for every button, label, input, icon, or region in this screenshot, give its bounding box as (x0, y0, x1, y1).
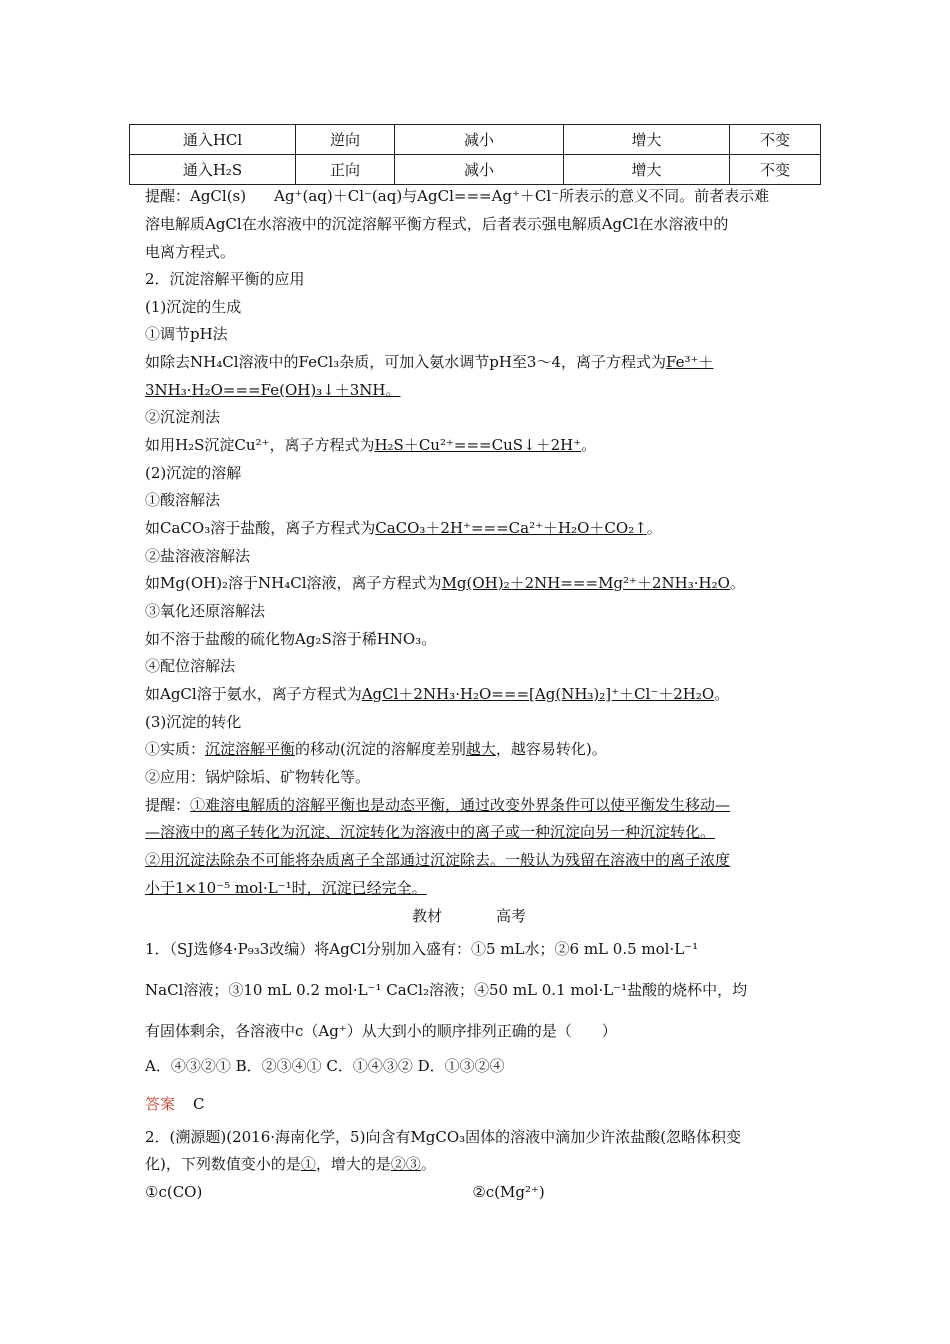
text-line: ①酸溶解法 (145, 491, 221, 509)
answer-blank: ① (300, 1155, 316, 1173)
question-line: 2．(溯源题)(2016·海南化学，5)向含有MgCO₃固体的溶液中滴加少许浓盐酸(忽略体积变 (145, 1128, 742, 1146)
text-line (145, 680, 815, 708)
text-span: 如除去NH₄Cl溶液中的FeCl₃杂质，可加入氨水调节pH至3～4，离子方程式为 (145, 353, 667, 371)
text-line: ②盐溶液溶解法 (145, 547, 251, 565)
question-options: A．④③②① B．②③④① C．①④③② D．①③②④ (145, 1057, 505, 1075)
text-span: 。 (714, 685, 730, 703)
text-span: 教材 (412, 907, 443, 925)
text-line: ④配位溶解法 (145, 657, 236, 675)
table-cell: 通入H₂S (130, 155, 296, 185)
text-line (145, 514, 815, 542)
text-line (145, 348, 815, 376)
text-span: Ag⁺(aq)＋Cl⁻(aq)与AgCl===Ag⁺＋Cl⁻所表示的意义不同。前者表示难 (274, 187, 770, 205)
text-span: 提醒： (145, 796, 191, 814)
answer-blank: H₂S＋Cu²⁺===CuS↓＋2H⁺ (374, 436, 582, 454)
subsection-heading: (1)沉淀的生成 (145, 298, 242, 316)
table-cell: 减小 (395, 155, 564, 185)
text-line (145, 791, 815, 819)
answer-blank: ①难溶电解质的溶解平衡也是动态平衡，通过改变外界条件可以使平衡发生移动— (190, 796, 731, 814)
text-span: 。 (646, 519, 662, 537)
text-span: 的移动(沉淀的溶解度差别 (295, 740, 466, 758)
table-cell: 不变 (730, 125, 821, 155)
text-line: 溶电解质AgCl在水溶液中的沉淀溶解平衡方程式，后者表示强电解质AgCl在水溶液中的 (145, 215, 729, 233)
table-cell: 增大 (564, 125, 730, 155)
text-line (145, 569, 815, 597)
text-span: 。 (581, 436, 597, 454)
answer-blank: —溶液中的离子转化为沉淀、沉淀转化为溶液中的离子或一种沉淀向另一种沉淀转化。 (145, 823, 716, 841)
answer-blank: ②用沉淀法除杂不可能将杂质离子全部通过沉淀除去。一般认为残留在溶液中的离子浓度 (145, 851, 731, 869)
table-cell: 正向 (296, 155, 395, 185)
table-cell: 逆向 (296, 125, 395, 155)
text-span: 。 (729, 574, 745, 592)
answer-blank: 越大 (465, 740, 496, 758)
question-line (145, 1178, 815, 1206)
table-cell: 减小 (395, 125, 564, 155)
section-title (412, 902, 612, 930)
option-item: ①c(CO) (145, 1183, 203, 1201)
text-line (145, 431, 815, 459)
answer-line (145, 1090, 815, 1118)
text-span: 提醒：AgCl(s) (145, 187, 247, 205)
answer-blank: ②③ (390, 1155, 421, 1173)
text-line: ①调节pH法 (145, 325, 228, 343)
table-cell: 通入HCl (130, 125, 296, 155)
text-line (145, 182, 815, 210)
answer-blank: 沉淀溶解平衡 (205, 740, 296, 758)
text-span: 高考 (496, 907, 527, 925)
answer-blank: 3NH₃·H₂O===Fe(OH)₃↓＋3NH。 (145, 381, 401, 399)
text-line: ③氧化还原溶解法 (145, 602, 266, 620)
text-line (145, 735, 815, 763)
text-span: 如用H₂S沉淀Cu²⁺，离子方程式为 (145, 436, 375, 454)
text-span: 化)，下列数值变小的是 (145, 1155, 301, 1173)
answer-blank: Mg(OH)₂＋2NH===Mg²⁺＋2NH₃·H₂O (441, 574, 730, 592)
table-row (130, 125, 821, 155)
answer-blank: CaCO₃＋2H⁺===Ca²⁺＋H₂O＋CO₂↑ (375, 519, 647, 537)
table-row (130, 155, 821, 185)
question-line: NaCl溶液；③10 mL 0.2 mol·L⁻¹ CaCl₂溶液；④50 mL 0.1 mol·L⁻¹盐酸的烧杯中，均 (145, 981, 748, 999)
text-line: ②应用：锅炉除垢、矿物转化等。 (145, 768, 371, 786)
equilibrium-table (129, 124, 821, 185)
question-line (145, 1150, 815, 1178)
answer-label: 答案 (145, 1095, 176, 1113)
text-span: ，增大的是 (315, 1155, 391, 1173)
subsection-heading: (2)沉淀的溶解 (145, 464, 242, 482)
answer-value: C (193, 1095, 205, 1113)
option-item: ②c(Mg²⁺) (472, 1183, 545, 1201)
table-cell: 增大 (564, 155, 730, 185)
text-span: 如Mg(OH)₂溶于NH₄Cl溶液，离子方程式为 (145, 574, 442, 592)
table-cell: 不变 (730, 155, 821, 185)
text-span: 。 (420, 1155, 436, 1173)
text-span: 如CaCO₃溶于盐酸，离子方程式为 (145, 519, 376, 537)
subsection-heading: (3)沉淀的转化 (145, 713, 242, 731)
question-line: 有固体剩余，各溶液中c（Ag⁺）从大到小的顺序排列正确的是（ ） (145, 1022, 617, 1040)
question-line: 1．（SJ选修4·P₉₃3改编）将AgCl分别加入盛有：①5 mL水；②6 mL 0.5 mol·L⁻¹ (145, 940, 699, 958)
text-span: ，越容易转化)。 (495, 740, 607, 758)
text-span: ①实质： (145, 740, 206, 758)
text-line: 如不溶于盐酸的硫化物Ag₂S溶于稀HNO₃。 (145, 630, 437, 648)
text-line: 电离方程式。 (145, 243, 236, 261)
section-heading: 2．沉淀溶解平衡的应用 (145, 270, 305, 288)
answer-blank: AgCl＋2NH₃·H₂O===[Ag(NH₃)₂]⁺＋Cl⁻＋2H₂O (361, 685, 715, 703)
text-line: ②沉淀剂法 (145, 408, 221, 426)
answer-blank: 小于1×10⁻⁵ mol·L⁻¹时，沉淀已经完全。 (145, 879, 427, 897)
text-span: 如AgCl溶于氨水，离子方程式为 (145, 685, 362, 703)
answer-blank: Fe³⁺＋ (666, 353, 714, 371)
